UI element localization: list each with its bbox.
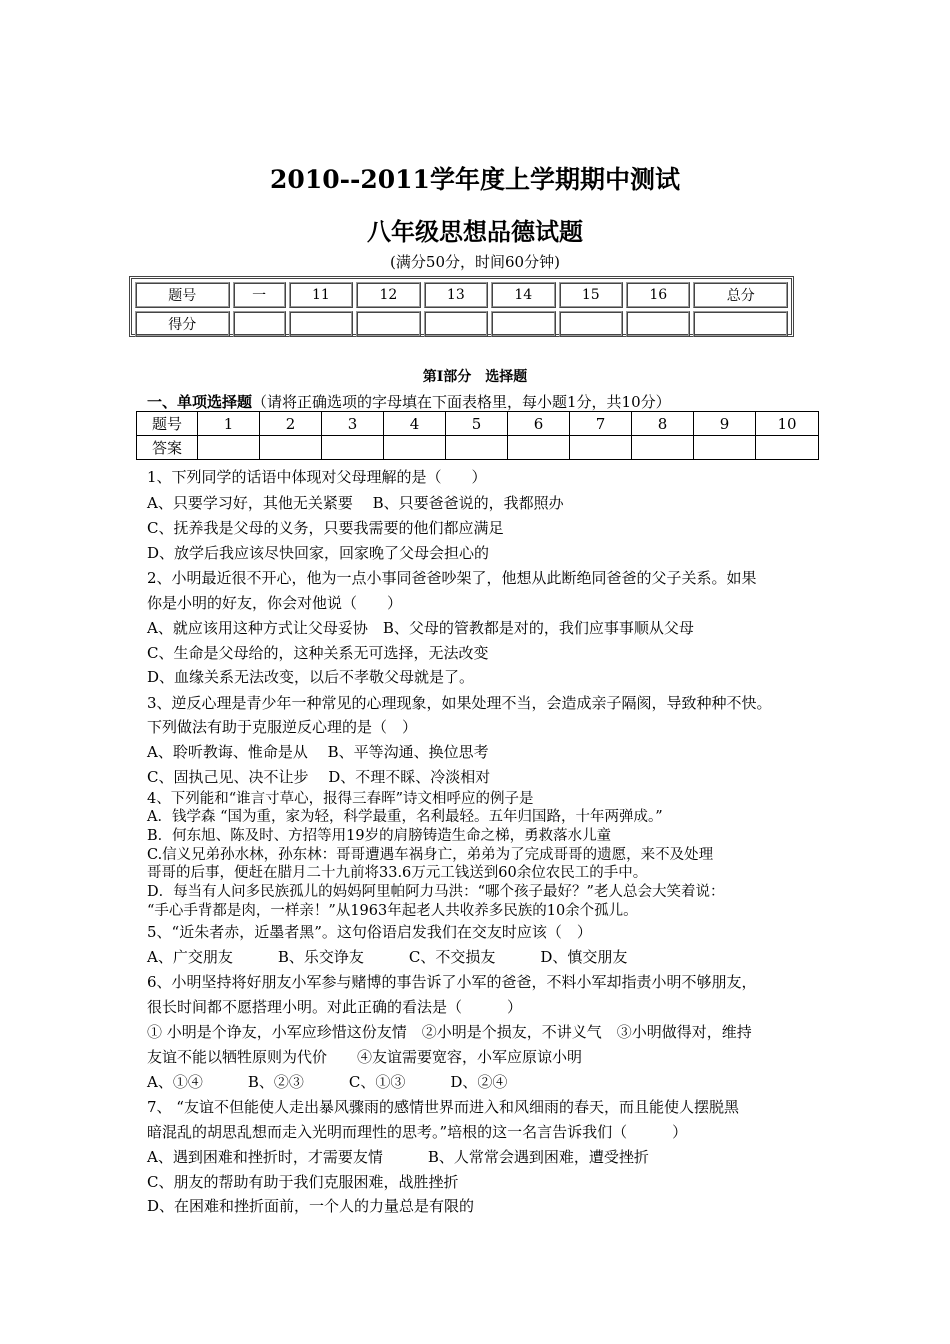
score-cell: 12: [356, 282, 420, 308]
answer-cell: 3: [322, 412, 384, 436]
question-line: 你是小明的好友，你会对他说（ ）: [147, 594, 403, 612]
question-line: A、广交朋友 B、乐交诤友 C、不交损友 D、慎交朋友: [147, 948, 628, 966]
score-cell: 一: [233, 282, 286, 308]
question-line: C、生命是父母给的，这种关系无可选择，无法改变: [147, 644, 489, 662]
question-line: D、在困难和挫折面前，一个人的力量总是有限的: [147, 1197, 475, 1215]
answer-cell: 6: [508, 412, 570, 436]
score-blank-cell[interactable]: [559, 311, 623, 337]
exam-subject: 八年级思想品德试题: [367, 217, 583, 246]
score-cell: 11: [289, 282, 353, 308]
score-table: [129, 276, 794, 337]
question-line: A、聆听教诲、惟命是从 B、平等沟通、换位思考: [147, 743, 489, 761]
question-line: 2、小明最近很不开心，他为一点小事同爸爸吵架了，他想从此断绝同爸爸的父子关系。如果: [147, 569, 757, 587]
question-line: A、遇到困难和挫折时，才需要友情 B、人常常会遇到困难，遭受挫折: [147, 1148, 649, 1166]
score-cell: 16: [626, 282, 690, 308]
answer-cell: 5: [446, 412, 508, 436]
answer-blank-cell[interactable]: [570, 436, 632, 460]
section-instruction-title: 一、单项选择题: [147, 393, 253, 411]
answer-blank-cell[interactable]: [694, 436, 756, 460]
exam-note: (满分50分，时间60分钟): [390, 253, 560, 271]
answer-blank-cell[interactable]: [198, 436, 260, 460]
score-blank-cell[interactable]: [626, 311, 690, 337]
question-line: 哥哥的后事，便赶在腊月二十九前将33.6万元工钱送到60余位农民工的手中。: [147, 865, 648, 881]
score-cell: 13: [424, 282, 488, 308]
question-line: 1、下列同学的话语中体现对父母理解的是（ ）: [147, 468, 487, 486]
question-line: D．每当有人问多民族孤儿的妈妈阿里帕阿力马洪：“哪个孩子最好？”老人总会大笑着说：: [147, 884, 725, 900]
score-cell: 题号: [135, 282, 230, 308]
answer-table-header-row: [137, 412, 819, 436]
part-heading: 第Ⅰ部分 选择题: [422, 369, 528, 385]
answer-blank-cell[interactable]: [260, 436, 322, 460]
answer-cell: 2: [260, 412, 322, 436]
question-line: A．钱学森 “国为重，家为轻，科学最重，名利最轻。五年归国路，十年两弹成。”: [147, 809, 663, 825]
section-instruction: [147, 391, 671, 412]
answer-table-answer-row: [137, 436, 819, 460]
score-cell: 15: [559, 282, 623, 308]
exam-title: 2010--2011学年度上学期期中测试: [270, 165, 680, 194]
question-line: C、朋友的帮助有助于我们克服困难，战胜挫折: [147, 1173, 459, 1191]
answer-cell: 8: [632, 412, 694, 436]
question-line: B．何东旭、陈及时、方招等用19岁的肩膀铸造生命之梯，勇救落水儿童: [147, 828, 612, 844]
question-line: 4、下列能和“谁言寸草心，报得三春晖”诗文相呼应的例子是: [147, 791, 534, 807]
question-line: ① 小明是个诤友，小军应珍惜这份友情 ②小明是个损友，不讲义气 ③小明做得对，维持: [147, 1023, 752, 1041]
answer-blank-cell[interactable]: [756, 436, 819, 460]
question-line: A、就应该用这种方式让父母妥协 B、父母的管教都是对的，我们应事事顺从父母: [147, 619, 694, 637]
answer-cell: 7: [570, 412, 632, 436]
answer-row-label: 答案: [137, 436, 198, 460]
question-line: A、只要学习好，其他无关紧要 B、只要爸爸说的，我都照办: [147, 494, 564, 512]
question-line: 暗混乱的胡思乱想而走入光明而理性的思考。”培根的这一名言告诉我们（ ）: [147, 1123, 688, 1141]
answer-blank-cell[interactable]: [446, 436, 508, 460]
score-table-header-row: [135, 282, 788, 308]
answer-cell: 4: [384, 412, 446, 436]
question-line: C.信义兄弟孙水林，孙东林：哥哥遭遇车祸身亡，弟弟为了完成哥哥的遗愿，来不及处理: [147, 847, 714, 863]
question-line: 很长时间都不愿搭理小明。对此正确的看法是（ ）: [147, 998, 523, 1016]
question-line: “手心手背都是肉，一样亲！”从1963年起老人共收养多民族的10余个孤儿。: [147, 903, 638, 919]
answer-blank-cell[interactable]: [384, 436, 446, 460]
score-blank-cell[interactable]: [289, 311, 353, 337]
question-line: 7、 “友谊不但能使人走出暴风骤雨的感情世界而进入和风细雨的春天，而且能使人摆脱黑: [147, 1098, 739, 1116]
answer-blank-cell[interactable]: [508, 436, 570, 460]
question-line: 3、逆反心理是青少年一种常见的心理现象，如果处理不当，会造成亲子隔阂，导致种种不快。: [147, 694, 772, 712]
question-line: C、固执己见、决不让步 D、不理不睬、冷淡相对: [147, 768, 491, 786]
question-line: 友谊不能以牺牲原则为代价 ④友谊需要宽容，小军应原谅小明: [147, 1048, 583, 1066]
question-line: 6、小明坚持将好朋友小军参与赌博的事告诉了小军的爸爸，不料小军却指责小明不够朋友，: [147, 973, 757, 991]
question-line: D、放学后我应该尽快回家，回家晚了父母会担心的: [147, 544, 490, 562]
answer-blank-cell[interactable]: [632, 436, 694, 460]
score-blank-cell[interactable]: [491, 311, 555, 337]
question-line: C、抚养我是父母的义务，只要我需要的他们都应满足: [147, 519, 504, 537]
score-cell: 14: [491, 282, 555, 308]
question-line: A、①④ B、②③ C、①③ D、②④: [147, 1073, 508, 1091]
answer-cell: 1: [198, 412, 260, 436]
question-line: 下列做法有助于克服逆反心理的是（ ）: [147, 718, 418, 736]
section-instruction-text: （请将正确选项的字母填在下面表格里，每小题1分，共10分）: [252, 393, 671, 411]
answer-cell: 题号: [137, 412, 198, 436]
score-blank-cell[interactable]: [356, 311, 420, 337]
score-cell: 总分: [693, 282, 788, 308]
answer-cell: 9: [694, 412, 756, 436]
answer-table: [136, 411, 819, 460]
answer-cell: 10: [756, 412, 819, 436]
score-blank-cell[interactable]: [693, 311, 788, 337]
answer-blank-cell[interactable]: [322, 436, 384, 460]
score-blank-cell[interactable]: [424, 311, 488, 337]
score-blank-cell[interactable]: [233, 311, 286, 337]
score-row-label: 得分: [135, 311, 230, 337]
score-table-score-row: [135, 311, 788, 337]
question-line: D、血缘关系无法改变，以后不孝敬父母就是了。: [147, 668, 475, 686]
question-line: 5、“近朱者赤，近墨者黑”。这句俗语启发我们在交友时应该（ ）: [147, 923, 592, 941]
